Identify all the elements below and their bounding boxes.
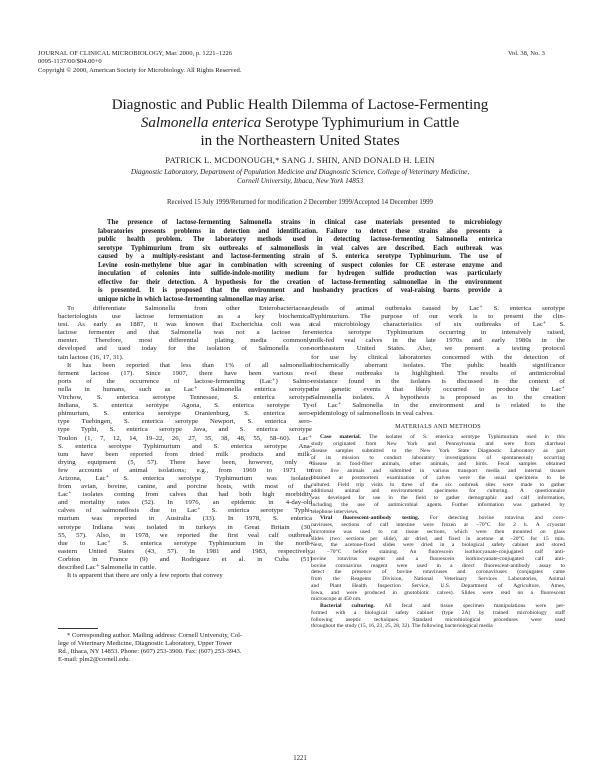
running-header — [38, 50, 241, 75]
text-line: and mortality rates (52). In 1976, an epidemic in 4-day-old — [58, 499, 312, 507]
article-title — [36, 96, 564, 150]
journal-citation: JOURNAL OF CLINICAL MICROBIOLOGY, Mar. 2000, p. 1221–1226 — [38, 50, 233, 57]
text-line: tum have been reported from dried milk products and milk- — [58, 450, 312, 458]
text-line: It has been reported that less than 1% of all salmonellae — [67, 361, 312, 369]
text-line: due to Lac⁺ S. enterica serotype Typhimurium in the north- — [58, 539, 312, 547]
text-line: laboratories presents problems in detection and identification. Failure to detect these strains also presents a — [98, 227, 502, 235]
text-line: inoculation of colonies into sulfide-indole-motility medium for hydrogen sulfide production was particularly — [98, 270, 502, 277]
text-line: test. As early as 1887, it was known that Escherichia coli was a — [58, 321, 312, 329]
text-line: calves of salmonellosis due to Lac⁺ S. enterica serotype Typhi- — [58, 507, 312, 515]
text-line: resistance found in the isolates is discussed in the context of — [311, 377, 565, 385]
text-line: Corbion in France (9) and Rodriguez et al. in Cuba (51) — [58, 555, 312, 563]
affiliation — [70, 168, 530, 187]
text-line: detect the presence of bovine rotaviruses and coronaviruses (conjugates came — [311, 569, 565, 576]
text-line: S. enterica serotype Typhimurium and S. enterica serotype Ana- — [58, 442, 312, 450]
text-line: of these outbreaks is highlighted. The results of antimicrobial — [311, 369, 565, 377]
paragraph-viral-testing — [311, 515, 565, 603]
text-line: ferment lactose (17). Since 1907, there have been various re- — [58, 369, 312, 377]
text-line: developed and used today for the isolation of Salmonella con- — [58, 345, 312, 353]
text-line: 55, 57). Also, in 1978, we reported the first veal calf outbreak — [58, 531, 312, 539]
text-line: from the Reagents Division, National Veterinary Services Laboratories, Animal — [311, 576, 565, 583]
right-column — [311, 305, 565, 630]
text-line: study originated from New York and Pennsylvania and were from diarrheal — [311, 441, 565, 448]
text-line: nella in humans, such as Lac⁺ Salmonella enterica serotype — [58, 385, 312, 393]
text-line: ports of the occurrence of lactose-fermenting (Lac⁺) Salmo- — [58, 377, 312, 385]
title-line-2 — [36, 114, 564, 132]
text-fragment: All fecal and tissue specimen manipulations were per- — [374, 603, 566, 610]
text-line: ical microbiology characteristics of six outbreaks of Lac⁺ S. — [311, 321, 565, 329]
text-line: menter. Therefore, most differential plating media commonly — [58, 337, 312, 345]
text-line: following aseptic techniques. Standard microbiological procedures were used — [311, 616, 565, 623]
text-line: from avian, bovine, canine, and porcine hosts, with most of the — [58, 483, 312, 491]
text-line: drying equipment (5, 57). There have been, however, only a — [58, 458, 312, 466]
text-line: To differentiate Salmonella from other Enterobacteriaceae, — [67, 305, 312, 312]
text-fragment: For detecting bovine rotavirus and coro- — [419, 515, 565, 522]
text-line: obtained at postmortem examination of calves were the usual specimens to be — [311, 474, 565, 481]
affiliation-line-2: Cornell University, Ithaca, New York 14853 — [236, 177, 364, 186]
text-line: Salmonella isolates. A hypothesis is proposed as to the creation — [311, 394, 565, 402]
text-line: microtome was used to cut tissue sections, which were then mounted on glass — [311, 528, 565, 535]
text-line: bacteriologists use lactose fermentation as a key biochemical — [58, 313, 312, 321]
text-line: murium was reported in Australia (33). In 1978, S. enterica — [58, 515, 312, 523]
text-line: naviruses, sections of calf intestine were frozen at −70°C for 2 h. A cryostat — [311, 522, 565, 529]
title-line-2-rest: Serotype Typhimurium in Cattle — [261, 115, 460, 131]
footnote-rule — [58, 628, 98, 629]
footnote-line: E-mail: plm2@cornell.edu. — [58, 656, 131, 663]
text-line: phimurium, S. enterica serotype Oranienburg, S. enterica sero- — [58, 410, 312, 418]
text-line: bovine rotavirus reagent and a fluorescein isothiocyanate-conjugated calf anti- — [311, 555, 565, 562]
abstract — [98, 219, 502, 304]
text-line: of its mission to conduct laboratory investigations of spontaneously occurring — [311, 454, 565, 461]
paragraph-runin-heading: Bacterial culturing. — [320, 603, 375, 610]
text-line: throughout the study (15, 16, 23, 25, 28, 32). The following bacteriological media — [311, 623, 493, 630]
text-line: from live animals and submitted in various transport media and internal tissues — [311, 468, 565, 475]
text-line: The presence of lactose-fermenting Salmonella strains in clinical case materials presented to microbiology — [107, 219, 502, 226]
footnote-line: * Corresponding author. Mailing address: Cornell University, Col- — [67, 632, 243, 639]
text-line: tain lactose (16, 17, 31). — [58, 353, 124, 361]
footnote-line: Rd., Ithaca, NY 14853. Phone: (607) 253-3900. Fax: (607) 253-3943. — [58, 648, 242, 655]
text-line: northeastern United States. Also, we present a testing protocol — [311, 345, 565, 353]
text-line: of Lac⁺ Salmonella in the environment and is related to the — [311, 402, 565, 410]
text-line: telephone interviews. — [311, 508, 359, 515]
footnote-line: lege of Veterinary Medicine, Diagnostic Laboratory, Upper Tower — [58, 640, 233, 647]
text-line: additional animal and environmental specimens for culturing. A questionnaire — [311, 488, 565, 495]
page-number: 1221 — [293, 755, 307, 762]
text-line: few accounts of animal isolations; e.g., from 1969 to 1971 in — [58, 466, 312, 474]
text-line: the genetic events that likely occurred to produce the Lac⁺ — [311, 385, 565, 393]
text-line: It is apparent that there are only a few reports that convey — [67, 572, 223, 580]
paragraph-runin-heading: Case material. — [320, 434, 361, 441]
issn-line: 0095-1137/00/$04.00+0 — [38, 58, 102, 66]
text-line: effective for their detection. A hypothesis for the creation of lactose-fermenting salmonellae in the environment — [98, 278, 502, 286]
corresponding-author-footnote — [58, 632, 312, 664]
title-line-1: Diagnostic and Public Health Dilemma of Lactose-Fermenting — [111, 97, 489, 113]
text-line — [311, 603, 565, 610]
text-line: cultured. Field trip visits to three of the six outbreak sites were made to gather — [311, 481, 565, 488]
text-line: eastern United States (43, 57). In 1981 and 1983, respectively, — [58, 547, 312, 555]
section-heading-materials-methods: MATERIALS AND METHODS — [395, 424, 481, 431]
text-line: type Typhi, S. enterica serotype Java, and S. enterica serotype — [58, 426, 312, 434]
text-fragment: The isolates of S. enterica serotype Typhimurium used in this — [360, 434, 565, 441]
text-line: unique niche in which lactose-fermenting salmonellae may arise. — [98, 295, 285, 303]
text-line: microscope at 450 nm. — [311, 596, 362, 603]
copyright-line: Copyright © 2000, American Society for Microbiology. All Rights Reserved. — [38, 66, 242, 74]
text-line: disease samples submitted to the New York State Diagnostic Laboratory as part — [311, 447, 565, 454]
left-column — [58, 305, 312, 580]
text-line: enterica serotype Typhimurium occurring in intensively raised, — [311, 329, 565, 337]
author-list: PATRICK L. MCDONOUGH,* SANG J. SHIN, AND DONALD H. LEIN — [165, 155, 435, 165]
affiliation-line-1: Diagnostic Laboratory, Department of Population Medicine and Diagnostic Science, College of Veterinary Medicine, — [130, 168, 470, 176]
text-line: Typhimurium. The purpose of our work is to present the clin- — [311, 313, 565, 321]
text-line: including the use of antimicrobial agents. Further information was gathered by — [311, 501, 565, 508]
title-line-3: in the Northeastern United States — [200, 133, 400, 149]
text-line: Levine eosin-methylene blue agar in combination with screening of suspect colonies for CE esterase enzyme and — [98, 261, 502, 269]
text-line: Lac⁺ isolates coming from calves that had both high morbidity — [58, 491, 312, 499]
text-line: Indiana, S. enterica serotype Agona, S. enterica serotype Ty- — [58, 402, 312, 410]
text-line: Virchow, S. enterica serotype Tennessee, S. enterica serotype — [58, 394, 312, 402]
text-line: formed with a biological safety cabinet (type 2A) by trained microbiology staff — [311, 609, 565, 616]
volume-issue: Vol. 38, No. 3 — [508, 50, 545, 57]
text-line: serotype Typhimurium from six outbreaks of salmonellosis in veal calves are described. Each outbreak was — [98, 244, 502, 252]
text-line: for use by clinical laboratories concerned with the detection of — [311, 353, 565, 361]
text-line: milk-fed veal calves in the late 1970s and early 1980s in the — [311, 337, 565, 345]
text-line: details of animal outbreaks caused by Lac⁺ S. enterica serotype — [311, 305, 565, 312]
text-line: Toulon (1, 7, 12, 14, 19–22, 26, 27, 35, 38, 48, 55, 58–60). Lac⁺ — [58, 434, 312, 442]
text-line: was developed for use in the field to gather demographic and calf information, — [311, 495, 565, 502]
text-line: biochemically aberrant isolates. The public health significance — [311, 361, 565, 369]
text-line: Arizona, Lac⁺ S. enterica serotype Typhimurium was isolated — [58, 474, 312, 482]
paragraph-bacterial-culturing — [311, 603, 565, 630]
text-line: Iowa, and were produced in gnotobiotic calves). Slides were read on a fluorescent — [311, 589, 565, 596]
received-dates: Received 15 July 1999/Returned for modification 2 December 1999/Accepted 14 December 1999 — [167, 199, 433, 206]
text-line: disease in food-fiber animals, other animals, and birds. Fecal samples obtained — [311, 461, 565, 468]
text-line: Next, the acetone-fixed slides were dried in a biological safety cabinet and stored — [311, 542, 565, 549]
text-line: at −70°C before staining. An fluorescein isothiocyanate-conjugated calf anti- — [311, 549, 565, 556]
text-line: type Tuebingen, S. enterica serotype Newport, S. enterica sero- — [58, 418, 312, 426]
text-line: described Lac⁺ Salmonella in cattle. — [58, 564, 157, 571]
paragraph-runin-heading: Viral fluorescent-antibody testing. — [320, 515, 420, 522]
text-line: public health problem. The laboratory methods used in detecting lactose-fermenting Salmonella enterica — [98, 236, 502, 243]
text-line: serotype Indiana was isolated in turkeys in Great Britain (30, — [58, 523, 312, 531]
paragraph-case-material — [311, 434, 565, 515]
text-line: is presented. It is proposed that the environment and husbandry practices of veal-raising barns provide a — [98, 287, 502, 294]
title-organism: Salmonella enterica — [140, 115, 262, 131]
text-line: lactose fermenter and that Salmonella was not a lactose fer- — [58, 329, 312, 337]
text-line: epidemiology of salmonellosis in veal calves. — [311, 410, 434, 418]
text-line: and Plant Health Inspection Service, U.S. Department of Agriculture, Ames, — [311, 582, 565, 589]
text-line: caused by a multiply-resistant and lactose-fermenting strain of S. enterica serotype Typhimurium. The use of — [98, 253, 502, 260]
text-line: bovine coronavirus reagent were used in a direct fluorescent-antibody assay to — [311, 562, 565, 569]
introduction-continued — [311, 305, 565, 418]
text-line: slides (two sections per slide), air dried, and fixed in acetone at −20°C for 15 min. — [311, 535, 565, 542]
